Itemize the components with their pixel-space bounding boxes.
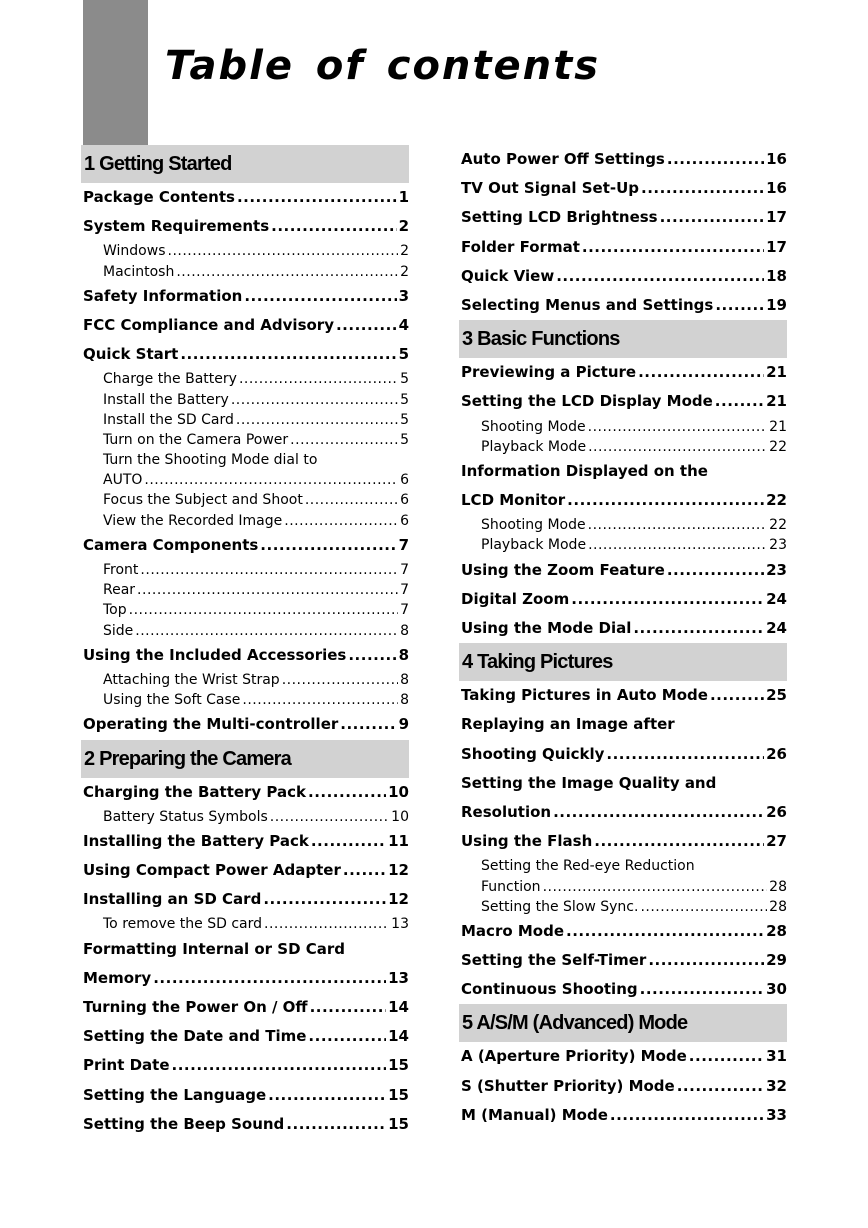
- dot-leader: [244, 282, 396, 311]
- toc-entry-a-aperture-priority-mode[interactable]: [459, 1042, 787, 1071]
- toc-entry-turning-the-power-on-off[interactable]: [81, 993, 409, 1022]
- dot-leader: [553, 798, 764, 827]
- dot-leader: [588, 535, 767, 555]
- dot-leader: [284, 511, 398, 531]
- toc-entry-label: Previewing a Picture: [461, 363, 637, 382]
- toc-entry-label: Charge the Battery: [103, 371, 237, 388]
- toc-entry-using-the-soft-case[interactable]: [81, 690, 409, 710]
- dot-leader: [172, 1051, 387, 1080]
- page-number: 14: [388, 1027, 409, 1046]
- toc-entry-label: Shooting Mode: [481, 418, 586, 435]
- toc-entry-playback-mode[interactable]: [459, 535, 787, 555]
- page-number: 33: [766, 1105, 787, 1124]
- toc-entry-label: Macro Mode: [461, 921, 565, 940]
- toc-entry-to-remove-the-sd-card[interactable]: [81, 914, 409, 934]
- toc-entry-label: Turning the Power On / Off: [83, 998, 308, 1016]
- toc-entry-selecting-menus-and-settings[interactable]: [459, 291, 787, 320]
- page-number: 2: [398, 217, 409, 236]
- dot-leader: [340, 710, 396, 739]
- page-number: 21: [766, 392, 787, 411]
- dot-leader: [310, 993, 387, 1022]
- dot-leader: [638, 358, 764, 387]
- toc-entry-label: Safety Information: [83, 286, 243, 305]
- dot-leader: [239, 369, 398, 389]
- dot-leader: [689, 1042, 764, 1071]
- toc-entry-install-the-sd-card[interactable]: [81, 410, 409, 430]
- toc-entry-previewing-a-picture[interactable]: [459, 358, 787, 387]
- page-number: 28: [766, 921, 787, 940]
- dot-leader: [260, 531, 396, 560]
- toc-entry-macintosh[interactable]: [81, 262, 409, 282]
- page-number: 5: [400, 391, 409, 408]
- dot-leader: [348, 641, 396, 670]
- toc-entry-label: Installing the Battery Pack: [83, 831, 309, 850]
- toc-entry-label: Using the Mode Dial: [461, 619, 632, 637]
- dot-leader: [567, 486, 764, 515]
- dot-leader: [640, 975, 765, 1004]
- dot-leader: [667, 145, 764, 174]
- toc-entry-continuous-shooting[interactable]: [459, 975, 787, 1004]
- page-number: 28: [769, 878, 787, 895]
- dot-leader: [129, 600, 398, 620]
- page-number: 26: [766, 802, 787, 821]
- toc-entry-auto-power-off-settings[interactable]: [459, 145, 787, 174]
- page-number: 17: [766, 237, 787, 256]
- page-number: 10: [391, 808, 409, 825]
- dot-leader: [641, 174, 764, 203]
- toc-entry-formatting-internal-or-sd-card[interactable]: Formatting Internal or SD Card: [83, 939, 346, 958]
- toc-entry-label: Top: [103, 602, 127, 619]
- page-number: 2: [400, 243, 409, 260]
- toc-entry-windows[interactable]: [81, 241, 409, 261]
- toc-entry-label: Shooting Quickly: [461, 744, 605, 763]
- toc-entry-label: Setting the Date and Time: [83, 1027, 307, 1046]
- toc-entry-setting-the-image-quality-and[interactable]: Setting the Image Quality and: [461, 773, 717, 792]
- dot-leader: [543, 877, 768, 897]
- page-number: 22: [769, 517, 787, 534]
- page-number: 8: [400, 671, 409, 688]
- dot-leader: [566, 917, 764, 946]
- toc-entry-package-contents[interactable]: [81, 183, 409, 212]
- dot-leader: [305, 490, 398, 510]
- toc-entry-operating-the-multi-controller[interactable]: [81, 710, 409, 739]
- page-number: 5: [400, 371, 409, 388]
- dot-leader: [343, 856, 386, 885]
- toc-entry-label: Folder Format: [461, 237, 580, 256]
- toc-entry-memory[interactable]: [81, 964, 409, 993]
- page-number: 16: [766, 150, 787, 168]
- header-tab-block: [83, 0, 148, 150]
- section-heading: 5 A/S/M (Advanced) Mode: [459, 1004, 787, 1042]
- page-number: 24: [766, 589, 787, 608]
- toc-entry-label: Function: [481, 878, 541, 895]
- toc-entry-label: Battery Status Symbols: [103, 808, 268, 825]
- toc-entry-label: Shooting Mode: [481, 517, 586, 534]
- toc-entry-label: LCD Monitor: [461, 491, 566, 510]
- toc-entry-taking-pictures-in-auto-mode[interactable]: [459, 681, 787, 710]
- toc-entry-attaching-the-wrist-strap[interactable]: [81, 670, 409, 690]
- page-number: 3: [398, 286, 409, 305]
- dot-leader: [144, 470, 398, 490]
- toc-entry-quick-start[interactable]: [81, 340, 409, 369]
- toc-entry-label: Selecting Menus and Settings: [461, 295, 714, 314]
- dot-leader: [594, 827, 764, 856]
- toc-entry-label: Using the Zoom Feature: [461, 560, 665, 579]
- dot-leader: [588, 437, 767, 457]
- toc-entry-label: Installing an SD Card: [83, 890, 262, 909]
- dot-leader: [231, 390, 398, 410]
- toc-entry-function[interactable]: [459, 877, 787, 897]
- toc-entry-folder-format[interactable]: [459, 233, 787, 262]
- page-number: 7: [398, 535, 409, 554]
- toc-entry-playback-mode[interactable]: [459, 437, 787, 457]
- dot-leader: [710, 681, 764, 710]
- toc-entry-label: Playback Mode: [481, 537, 587, 554]
- toc-entry-label: Install the Battery: [103, 391, 229, 408]
- toc-entry-label: Continuous Shooting: [461, 980, 638, 999]
- toc-entry-label: Setting the Language: [83, 1085, 267, 1104]
- toc-entry-label: Macintosh: [103, 263, 175, 280]
- toc-entry-focus-the-subject-and-shoot[interactable]: [81, 490, 409, 510]
- dot-leader: [135, 621, 398, 641]
- toc-entry-rear[interactable]: [81, 580, 409, 600]
- toc-entry-setting-the-date-and-time[interactable]: [81, 1022, 409, 1051]
- toc-entry-label: View the Recorded Image: [103, 512, 283, 529]
- toc-entry-setting-the-beep-sound[interactable]: [81, 1110, 409, 1139]
- page-number: 18: [766, 266, 787, 285]
- toc-entry-label: Front: [103, 562, 139, 578]
- dot-leader: [660, 203, 765, 232]
- toc-entry-front[interactable]: [81, 560, 409, 580]
- dot-leader: [336, 311, 397, 340]
- page-number: 7: [400, 582, 409, 599]
- toc-entry-label: Memory: [83, 968, 152, 987]
- dot-leader: [237, 183, 397, 212]
- page-number: 1: [398, 188, 409, 206]
- toc-entry-charging-the-battery-pack[interactable]: [81, 778, 409, 807]
- toc-entry-macro-mode[interactable]: [459, 917, 787, 946]
- toc-entry-label: Camera Components: [83, 535, 259, 554]
- dot-leader: [264, 914, 389, 934]
- toc-entry-quick-view[interactable]: [459, 262, 787, 291]
- dot-leader: [715, 291, 764, 320]
- toc-entry-top[interactable]: [81, 600, 409, 620]
- toc-entry-using-the-mode-dial[interactable]: [459, 614, 787, 643]
- page-number: 30: [766, 980, 787, 999]
- toc-entry-shooting-mode[interactable]: [459, 417, 787, 437]
- section-heading: 3 Basic Functions: [459, 320, 787, 358]
- page-number: 5: [398, 345, 409, 364]
- toc-entry-setting-the-lcd-display-mode[interactable]: [459, 387, 787, 416]
- toc-entry-label: Playback Mode: [481, 438, 587, 455]
- page-title: Table of contents: [165, 43, 601, 89]
- dot-leader: [176, 262, 398, 282]
- toc-entry-installing-the-battery-pack[interactable]: [81, 827, 409, 856]
- dot-leader: [242, 690, 398, 710]
- page-number: 6: [400, 512, 409, 529]
- toc-entry-side[interactable]: [81, 621, 409, 641]
- toc-entry-fcc-compliance-and-advisory[interactable]: [81, 311, 409, 340]
- toc-entry-m-manual-mode[interactable]: [459, 1101, 787, 1130]
- dot-leader: [667, 556, 764, 585]
- dot-leader: [140, 560, 398, 580]
- page-number: 6: [400, 472, 409, 489]
- page-number: 5: [400, 411, 409, 428]
- page-number: 8: [400, 692, 409, 709]
- dot-leader: [270, 807, 389, 827]
- page-number: 28: [769, 898, 787, 915]
- toc-entry-label: Taking Pictures in Auto Mode: [461, 686, 708, 705]
- dot-leader: [168, 241, 399, 261]
- toc-entry-label: FCC Compliance and Advisory: [83, 315, 334, 334]
- toc-entry-s-shutter-priority-mode[interactable]: [459, 1072, 787, 1101]
- toc-entry-print-date[interactable]: [81, 1051, 409, 1080]
- toc-entry-label: To remove the SD card: [103, 916, 263, 933]
- toc-entry-label: Auto Power Off Settings: [461, 150, 665, 168]
- toc-entry-turn-on-the-camera-power[interactable]: [81, 430, 409, 450]
- dot-leader: [180, 340, 396, 369]
- page-number: 15: [388, 1085, 409, 1104]
- page-number: 23: [766, 560, 787, 579]
- toc-entry-label: Digital Zoom: [461, 589, 570, 608]
- page-number: 11: [388, 831, 409, 850]
- toc-entry-label: S (Shutter Priority) Mode: [461, 1076, 675, 1095]
- dot-leader: [286, 1110, 386, 1139]
- toc-right-column: [459, 145, 787, 1130]
- page-number: 26: [766, 744, 787, 763]
- dot-leader: [271, 212, 396, 241]
- dot-leader: [677, 1072, 764, 1101]
- page-number: 2: [400, 263, 409, 280]
- toc-entry-label: Turn on the Camera Power: [103, 431, 289, 448]
- page-number: 7: [400, 562, 409, 578]
- page-number: 8: [400, 622, 409, 639]
- toc-entry-label: Package Contents: [83, 188, 235, 206]
- dot-leader: [308, 778, 386, 807]
- toc-entry-installing-an-sd-card[interactable]: [81, 885, 409, 914]
- page-number: 4: [398, 315, 409, 334]
- toc-entry-label: System Requirements: [83, 217, 270, 236]
- toc-entry-using-the-flash[interactable]: [459, 827, 787, 856]
- dot-leader: [610, 1101, 764, 1130]
- toc-entry-digital-zoom[interactable]: [459, 585, 787, 614]
- toc-entry-lcd-monitor[interactable]: [459, 486, 787, 515]
- page-number: 22: [766, 491, 787, 510]
- toc-entry-setting-lcd-brightness[interactable]: [459, 203, 787, 232]
- toc-entry-label: Using the Included Accessories: [83, 645, 347, 664]
- dot-leader: [308, 1022, 386, 1051]
- toc-entry-label: Rear: [103, 582, 136, 599]
- dot-leader: [571, 585, 764, 614]
- section-heading: 1 Getting Started: [81, 145, 409, 183]
- page-number: 31: [766, 1047, 787, 1066]
- toc-left-column: [81, 145, 409, 1139]
- page-number: 21: [766, 363, 787, 382]
- toc-entry-resolution[interactable]: [459, 798, 787, 827]
- toc-entry-setting-the-self-timer[interactable]: [459, 946, 787, 975]
- toc-entry-label: Quick View: [461, 266, 555, 285]
- page-number: 6: [400, 492, 409, 509]
- page-number: 29: [766, 951, 787, 970]
- toc-entry-using-compact-power-adapter[interactable]: [81, 856, 409, 885]
- page-number: 15: [388, 1056, 409, 1075]
- toc-entry-label: Using the Flash: [461, 832, 593, 851]
- toc-entry-label: M (Manual) Mode: [461, 1105, 608, 1124]
- dot-leader: [236, 410, 398, 430]
- page-number: 14: [388, 998, 409, 1016]
- page-number: 12: [388, 890, 409, 909]
- dot-leader: [588, 417, 768, 437]
- page-number: 24: [766, 619, 787, 637]
- toc-entry-label: Side: [103, 622, 134, 639]
- toc-entry-turn-the-shooting-mode-dial-to[interactable]: Turn the Shooting Mode dial to: [103, 452, 318, 469]
- toc-entry-system-requirements[interactable]: [81, 212, 409, 241]
- page-number: 15: [388, 1114, 409, 1133]
- page-number: 9: [398, 715, 409, 734]
- page-number: 21: [769, 418, 787, 435]
- toc-entry-label: Setting the Slow Sync.: [481, 898, 639, 915]
- toc-entry-label: Quick Start: [83, 345, 179, 364]
- toc-entry-shooting-quickly[interactable]: [459, 740, 787, 769]
- page-number: 13: [388, 968, 409, 987]
- toc-entry-label: Setting the Beep Sound: [83, 1114, 285, 1133]
- toc-entry-label: Setting the LCD Display Mode: [461, 392, 713, 411]
- toc-entry-label: Attaching the Wrist Strap: [103, 671, 280, 688]
- toc-entry-setting-the-language[interactable]: [81, 1081, 409, 1110]
- toc-entry-label: Print Date: [83, 1056, 170, 1075]
- page-number: 23: [769, 537, 787, 554]
- toc-entry-label: A (Aperture Priority) Mode: [461, 1047, 687, 1066]
- dot-leader: [290, 430, 398, 450]
- toc-entry-charge-the-battery[interactable]: [81, 369, 409, 389]
- dot-leader: [633, 614, 764, 643]
- page-number: 10: [388, 782, 409, 801]
- dot-leader: [606, 740, 764, 769]
- dot-leader: [588, 515, 768, 535]
- dot-leader: [263, 885, 386, 914]
- toc-entry-label: Windows: [103, 243, 166, 260]
- toc-entry-label: Resolution: [461, 802, 552, 821]
- page-number: 25: [766, 686, 787, 705]
- page-number: 7: [400, 602, 409, 619]
- toc-entry-label: Using Compact Power Adapter: [83, 861, 341, 880]
- dot-leader: [648, 946, 764, 975]
- toc-entry-auto[interactable]: [81, 470, 409, 490]
- toc-entry-view-the-recorded-image[interactable]: [81, 511, 409, 531]
- toc-entry-camera-components[interactable]: [81, 531, 409, 560]
- toc-entry-information-displayed-on-the[interactable]: Information Displayed on the: [461, 461, 708, 480]
- toc-entry-battery-status-symbols[interactable]: [81, 807, 409, 827]
- dot-leader: [282, 670, 398, 690]
- page-number: 12: [388, 861, 409, 880]
- toc-entry-label: AUTO: [103, 472, 143, 489]
- toc-entry-using-the-included-accessories[interactable]: [81, 641, 409, 670]
- toc-entry-label: Using the Soft Case: [103, 692, 241, 709]
- page-number: 16: [766, 179, 787, 198]
- page-number: 17: [766, 208, 787, 227]
- dot-leader: [556, 262, 764, 291]
- section-heading: 4 Taking Pictures: [459, 643, 787, 681]
- toc-entry-label: Focus the Subject and Shoot: [103, 492, 303, 509]
- toc-entry-shooting-mode[interactable]: [459, 515, 787, 535]
- toc-entry-setting-the-red-eye-reduction[interactable]: Setting the Red-eye Reduction: [481, 858, 695, 875]
- section-heading: 2 Preparing the Camera: [81, 740, 409, 778]
- dot-leader: [582, 233, 764, 262]
- toc-entry-tv-out-signal-set-up[interactable]: [459, 174, 787, 203]
- dot-leader: [311, 827, 386, 856]
- toc-entry-label: Setting the Self-Timer: [461, 951, 647, 970]
- page-number: 5: [400, 431, 409, 448]
- dot-leader: [640, 897, 767, 917]
- toc-entry-label: TV Out Signal Set-Up: [461, 179, 640, 198]
- page-number: 8: [398, 645, 409, 664]
- toc-entry-label: Operating the Multi-controller: [83, 715, 339, 734]
- dot-leader: [715, 387, 764, 416]
- toc-entry-label: Charging the Battery Pack: [83, 782, 307, 801]
- page-number: 32: [766, 1076, 787, 1095]
- toc-entry-setting-the-slow-sync[interactable]: [459, 897, 787, 917]
- dot-leader: [153, 964, 386, 993]
- dot-leader: [137, 580, 398, 600]
- toc-entry-safety-information[interactable]: [81, 282, 409, 311]
- toc-entry-install-the-battery[interactable]: [81, 390, 409, 410]
- toc-entry-label: Setting LCD Brightness: [461, 208, 658, 227]
- page-number: 13: [391, 916, 409, 933]
- toc-entry-using-the-zoom-feature[interactable]: [459, 556, 787, 585]
- page-number: 22: [769, 438, 787, 455]
- toc-entry-replaying-an-image-after[interactable]: Replaying an Image after: [461, 715, 675, 734]
- dot-leader: [268, 1081, 386, 1110]
- page-number: 27: [766, 832, 787, 851]
- toc-entry-label: Install the SD Card: [103, 411, 234, 428]
- page-number: 19: [766, 295, 787, 314]
